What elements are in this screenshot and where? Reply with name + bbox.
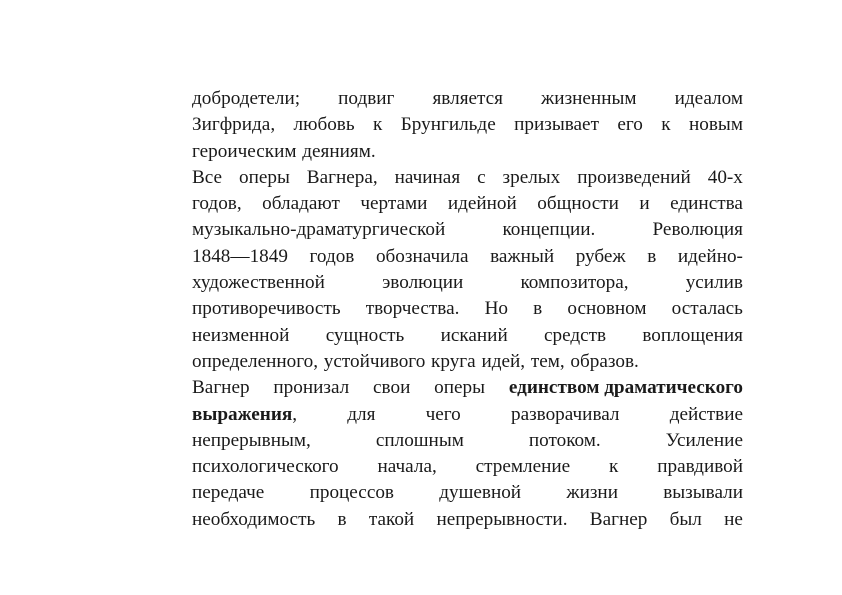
word: начала, <box>377 456 437 478</box>
word: правдивой <box>657 456 743 478</box>
word: Вагнер <box>192 377 250 399</box>
word: Зигфрида, <box>192 114 276 136</box>
word: в <box>337 508 347 530</box>
word: не <box>724 508 743 530</box>
word: Но <box>484 298 509 320</box>
word: годов, <box>192 193 242 215</box>
word: идейной <box>447 193 517 215</box>
word: действие <box>669 403 743 425</box>
word: жизни <box>566 482 618 504</box>
word: образов. <box>570 350 639 372</box>
word: сплошным <box>375 429 464 451</box>
text-line <box>192 165 743 191</box>
word: начиная <box>394 166 461 188</box>
word: воплощения <box>642 324 743 346</box>
word: был <box>669 508 702 530</box>
word: стремление <box>475 456 571 478</box>
word: призывает <box>514 114 599 136</box>
word: свои <box>373 377 411 399</box>
word: его <box>617 114 643 136</box>
word: круга <box>431 350 476 372</box>
word: является <box>432 88 503 109</box>
text-line <box>192 217 743 243</box>
word: рубеж <box>575 245 626 267</box>
word: подвиг <box>338 88 395 109</box>
word: новым <box>689 114 743 136</box>
body-text <box>192 86 743 533</box>
word: в <box>533 298 543 320</box>
text-line <box>192 507 743 533</box>
word: 1848—1849 <box>192 245 288 267</box>
text-line <box>192 323 743 349</box>
word: композитора, <box>520 272 629 294</box>
word: жизненным <box>541 88 637 109</box>
text-line <box>192 112 743 138</box>
word: осталась <box>671 298 743 320</box>
word: к <box>609 456 619 478</box>
word: к <box>661 114 671 136</box>
word: с <box>477 166 486 188</box>
word: художественной <box>192 272 325 294</box>
word: душевной <box>439 482 522 504</box>
word: основном <box>567 298 647 320</box>
word: произведений <box>577 166 691 188</box>
word: потоком. <box>528 429 601 451</box>
word: годов <box>309 245 355 267</box>
bold-phrase: единством драматического <box>508 377 743 399</box>
word: Все <box>192 166 223 188</box>
word: героическим <box>192 140 297 162</box>
word: добродетели; <box>192 88 301 109</box>
text-line <box>192 270 743 296</box>
word: разворачивал <box>510 403 620 425</box>
word: идейно- <box>677 245 743 267</box>
text-line <box>192 480 743 506</box>
word: определенного, <box>192 350 319 372</box>
word: исканий <box>440 324 508 346</box>
text-line <box>192 296 743 322</box>
word: Вагнера, <box>306 166 378 188</box>
word: Вагнер <box>589 508 648 530</box>
word: такой <box>368 508 415 530</box>
word: непрерывности. <box>436 508 568 530</box>
word: деяниям. <box>302 140 376 162</box>
word: эволюции <box>382 272 464 294</box>
word: непрерывным, <box>192 429 311 451</box>
text-line <box>192 375 743 401</box>
word: усилив <box>685 272 743 294</box>
text-line <box>192 402 743 428</box>
word: сущность <box>325 324 405 346</box>
text-line <box>192 454 743 480</box>
word: для <box>347 403 376 425</box>
word: Усиление <box>665 429 743 451</box>
word: противоречивость <box>192 298 341 320</box>
word: передаче <box>192 482 265 504</box>
word: творчества. <box>365 298 460 320</box>
word: необходимость <box>192 508 316 530</box>
word: музыкально-драматургической <box>192 219 446 241</box>
word: пронизал <box>273 377 350 399</box>
word: неизменной <box>192 324 290 346</box>
word: в <box>647 245 657 267</box>
word: тем, <box>530 350 565 372</box>
word-with-bold: выражения, <box>192 402 297 428</box>
word: обозначила <box>375 245 469 267</box>
word: чего <box>425 403 461 425</box>
word: идеалом <box>674 88 743 109</box>
text-line <box>192 191 743 217</box>
word: общности <box>537 193 619 215</box>
word: любовь <box>293 114 355 136</box>
word: Революция <box>652 219 743 241</box>
word: устойчивого <box>323 350 426 372</box>
text-line <box>192 86 743 112</box>
word: 40-х <box>707 166 743 188</box>
word: и <box>639 193 650 215</box>
word: обладают <box>262 193 340 215</box>
word: вызывали <box>663 482 743 504</box>
word: к <box>373 114 383 136</box>
word: оперы <box>239 166 290 188</box>
text-line <box>192 349 743 375</box>
word: единства <box>670 193 743 215</box>
word: оперы <box>434 377 486 399</box>
word: зрелых <box>502 166 561 188</box>
word: процессов <box>309 482 394 504</box>
word: средств <box>543 324 607 346</box>
text-line <box>192 428 743 454</box>
word: важный <box>490 245 555 267</box>
word: концепции. <box>502 219 596 241</box>
word: психологического <box>192 456 339 478</box>
word: идей, <box>481 350 526 372</box>
word: чертами <box>360 193 428 215</box>
bold-phrase: выражения <box>192 403 293 425</box>
text-line <box>192 244 743 270</box>
text-line <box>192 139 743 165</box>
word: Брунгильде <box>400 114 496 136</box>
